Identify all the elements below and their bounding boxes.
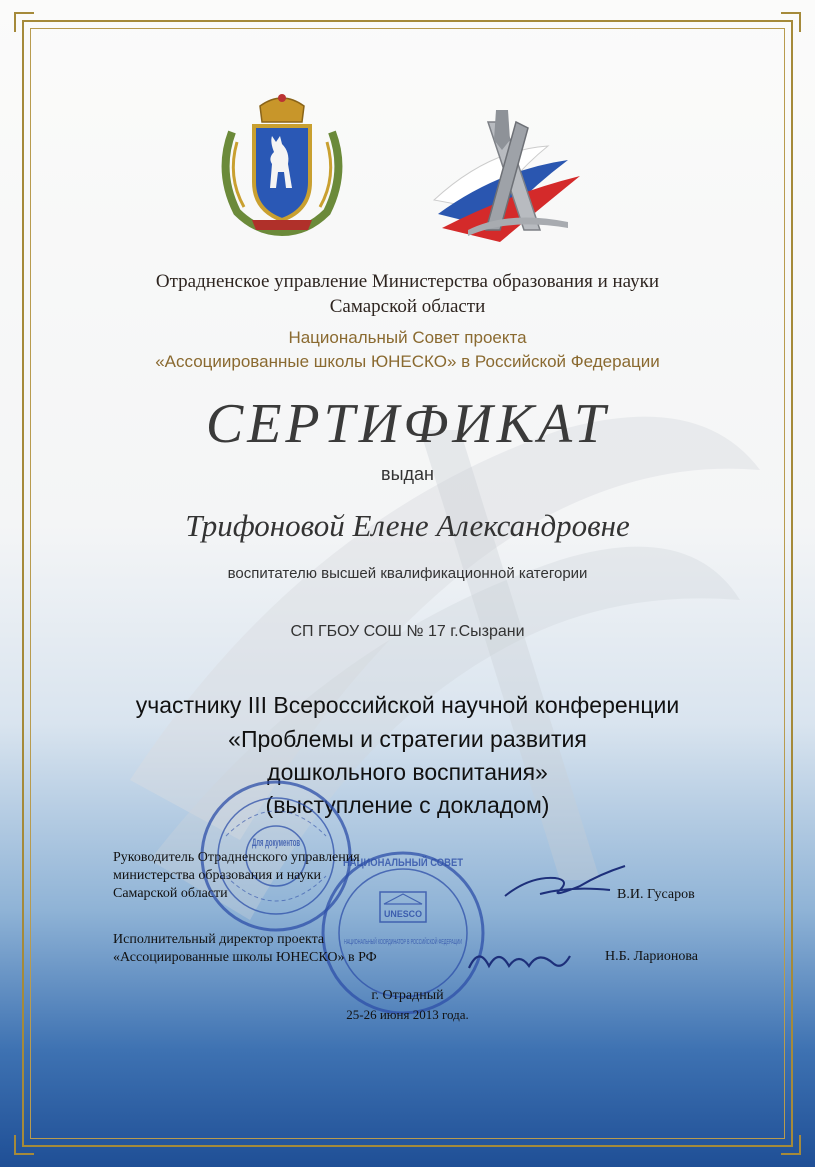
corner-ornament-bottom-left <box>14 1135 34 1155</box>
issue-place: г. Отрадный <box>371 988 444 1003</box>
council-name-line2: «Ассоциированные школы ЮНЕСКО» в Российской Федерации <box>155 352 660 371</box>
conference-title-line2: дошкольного воспитания» <box>267 759 548 785</box>
signature-second <box>464 938 574 978</box>
issue-date: 25-26 июня 2013 года. <box>346 1007 469 1022</box>
right-stamp-center-text: НАЦИОНАЛЬНЫЙ КООРДИНАТОР В РОССИЙСКОЙ ФЕДЕРАЦИИ <box>344 939 563 946</box>
certificate-title: СЕРТИФИКАТ <box>205 393 610 455</box>
right-stamp-logo-text: UNESCO <box>384 909 422 919</box>
first-signatory-name: В.И. Гусаров <box>617 887 695 902</box>
second-signatory-role-line2: «Ассоциированные школы ЮНЕСКО» в РФ <box>113 950 377 965</box>
issued-label: выдан <box>381 464 434 484</box>
first-signatory-role-line2: министерства образования и науки <box>113 868 321 883</box>
samara-coat-of-arms-emblem <box>212 92 352 242</box>
signature-first <box>500 856 630 906</box>
council-name-line1: Национальный Совет проекта <box>288 328 527 347</box>
participation-type: (выступление с докладом) <box>265 792 550 818</box>
project-emblem-book-pen-flag <box>428 110 588 245</box>
corner-ornament-top-left <box>14 12 34 32</box>
conference-title-line1: «Проблемы и стратегии развития <box>228 726 587 752</box>
first-signatory-role-line1: Руководитель Отрадненского управления <box>113 850 360 865</box>
first-signatory-role-line3: Самарской области <box>113 886 228 901</box>
left-stamp-center-text: Для документов <box>252 837 301 849</box>
organization-name-line2: Самарской области <box>329 296 486 317</box>
recipient-position: воспитателю высшей квалификационной категории <box>227 565 588 582</box>
organization-name-line1: Отрадненское управление Министерства образования и науки <box>155 271 660 292</box>
second-signatory-role-line1: Исполнительный директор проекта <box>113 932 325 947</box>
corner-ornament-top-right <box>781 12 801 32</box>
recipient-school: СП ГБОУ СОШ № 17 г.Сызрани <box>290 623 525 640</box>
corner-ornament-bottom-right <box>781 1135 801 1155</box>
recipient-name: Трифоновой Елене Александровне <box>185 508 630 543</box>
second-signatory-name: Н.Б. Ларионова <box>605 949 698 964</box>
right-stamp-ring-text: НАЦИОНАЛЬНЫЙ СОВЕТ <box>343 857 483 869</box>
participation-statement: участнику III Всероссийской научной конференции <box>135 692 680 718</box>
